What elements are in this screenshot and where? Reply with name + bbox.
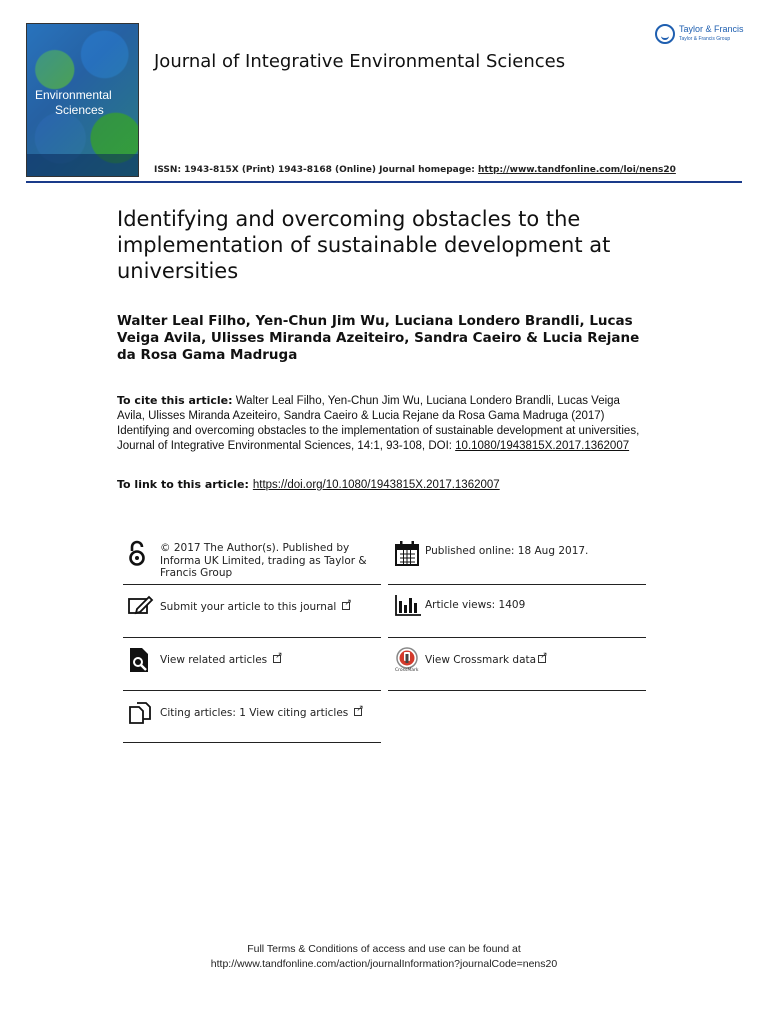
journal-cover-image	[26, 23, 139, 177]
journal-homepage-link[interactable]: http://www.tandfonline.com/loi/nens20	[478, 165, 676, 175]
document-search-icon	[127, 646, 155, 674]
publisher-logo	[655, 22, 745, 48]
external-link-icon	[538, 655, 546, 663]
crossmark-link[interactable]	[425, 654, 546, 667]
published-date-text: Published online: 18 Aug 2017.	[425, 545, 589, 557]
article-link-label: To link to this article:	[117, 478, 249, 491]
divider	[388, 637, 646, 638]
citing-articles-label: Citing articles: 1 View citing articles	[160, 707, 349, 719]
citation-label: To cite this article:	[117, 394, 233, 407]
publisher-name: Taylor & Francis	[679, 24, 744, 34]
divider	[388, 584, 646, 585]
citing-articles-link[interactable]	[160, 707, 362, 720]
divider	[123, 742, 381, 743]
cover-title-line1: Environmental	[35, 88, 112, 102]
crossmark-caption: CrossMark	[395, 668, 419, 673]
divider	[388, 690, 646, 691]
external-link-icon	[273, 655, 281, 663]
issn-line	[154, 165, 676, 175]
article-authors: Walter Leal Filho, Yen-Chun Jim Wu, Luciana Londero Brandli, Lucas Veiga Avila, Ulisses Miranda Azeiteiro, Sandra Caeiro & Lucia Rejane da Rosa Gama Madruga	[117, 313, 640, 363]
submit-article-label: Submit your article to this journal	[160, 601, 337, 613]
citation-text: Walter Leal Filho, Yen-Chun Jim Wu, Luciana Londero Brandli, Lucas Veiga Avila, Ulisses Miranda Azeiteiro, Sandra Caeiro & Lucia Rejane da Rosa Gama Madruga (2017) Identifying and overcoming obstacles to the implementation of sustainable development at universities, Journal of Integrative Environmental Sciences, 14:1, 93-108, DOI:	[117, 395, 640, 452]
article-doi-link[interactable]: https://doi.org/10.1080/1943815X.2017.1362007	[252, 479, 500, 491]
related-articles-label: View related articles	[160, 654, 268, 666]
citing-articles-icon	[127, 699, 155, 727]
edit-icon	[127, 593, 155, 621]
cover-title-line2: Sciences	[55, 103, 104, 117]
open-access-icon	[123, 540, 151, 568]
divider	[123, 690, 381, 691]
submit-article-link[interactable]	[160, 601, 350, 614]
article-title: Identifying and overcoming obstacles to the implementation of sustainable development at universities	[117, 207, 611, 283]
citation-doi-link[interactable]: 10.1080/1943815X.2017.1362007	[455, 440, 630, 452]
divider	[123, 584, 381, 585]
publisher-group: Taylor & Francis Group	[679, 36, 731, 42]
publisher-logo-icon	[655, 24, 675, 44]
article-views-text: Article views: 1409	[425, 599, 526, 611]
header-rule	[26, 181, 742, 183]
citation-block	[117, 393, 647, 454]
cover-band	[27, 154, 138, 177]
footer-terms-url[interactable]: http://www.tandfonline.com/action/journalInformation?journalCode=nens20	[210, 958, 558, 970]
crossmark-label: View Crossmark data	[425, 654, 537, 666]
external-link-icon	[342, 602, 350, 610]
footer	[0, 942, 768, 972]
related-articles-link[interactable]	[160, 654, 281, 667]
footer-terms-text: Full Terms & Conditions of access and use can be found at	[247, 943, 521, 955]
external-link-icon	[354, 708, 362, 716]
calendar-icon	[394, 540, 422, 568]
journal-title: Journal of Integrative Environmental Sciences	[154, 51, 566, 72]
license-text: © 2017 The Author(s). Published by Informa UK Limited, trading as Taylor & Francis Group	[160, 542, 367, 579]
divider	[123, 637, 381, 638]
issn-text: ISSN: 1943-815X (Print) 1943-8168 (Online) Journal homepage:	[154, 165, 479, 175]
article-link-line	[117, 478, 500, 491]
bar-chart-icon	[395, 593, 423, 621]
